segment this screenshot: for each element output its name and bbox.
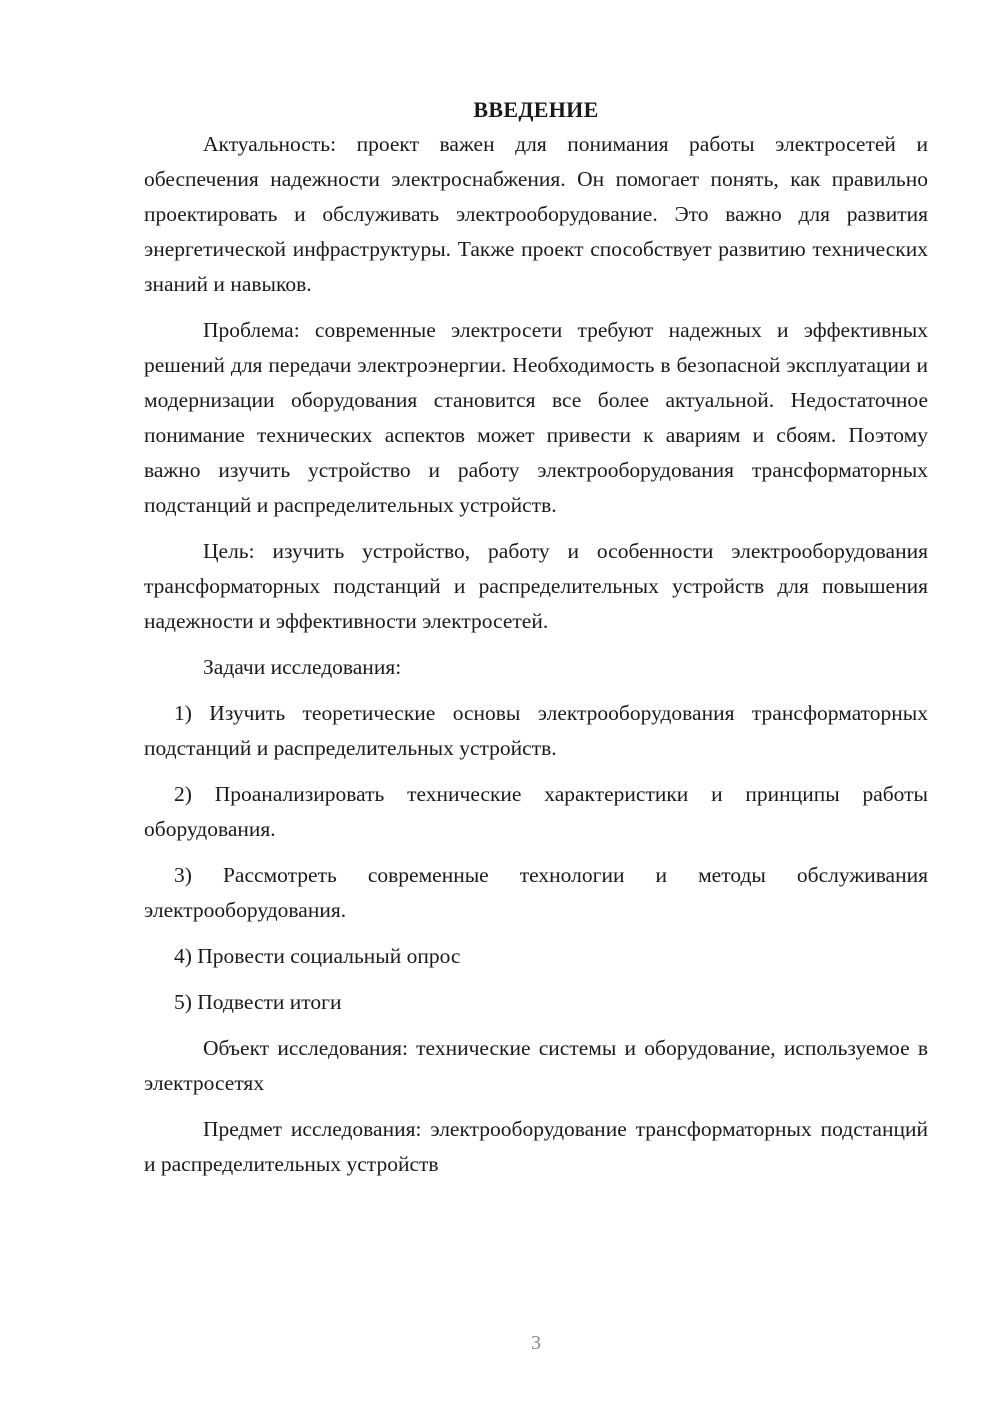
page-number: 3 [531,1332,541,1354]
task-item-4: 4) Провести социальный опрос [174,944,461,968]
subject-paragraph: Предмет исследования: электрооборудование трансформаторных подстанций и распределительных устройств [144,1117,928,1176]
document-page [144,92,928,1193]
tasks-heading: Задачи исследования: [203,655,402,679]
task-item-1: 1) Изучить теоретические основы электрооборудования трансформаторных подстанций и распределительных устройств. [144,701,928,760]
relevance-paragraph: Актуальность: проект важен для понимания работы электросетей и обеспечения надежности электроснабжения. Он помогает понять, как правильно проектировать и обслуживать электрооборудование. Это важно для развития энергетической инфраструктуры. Также проект способствует развитию технических знаний и навыков. [144,132,928,296]
task-item-5: 5) Подвести итоги [174,990,342,1014]
problem-paragraph: Проблема: современные электросети требуют надежных и эффективных решений для передачи электроэнергии. Необходимость в безопасной эксплуатации и модернизации оборудования становится все более актуальной. Недостаточное понимание технических аспектов может привести к авариям и сбоям. Поэтому важно изучить устройство и работу электрооборудования трансформаторных подстанций и распределительных устройств. [144,318,928,517]
object-paragraph: Объект исследования: технические системы и оборудование, используемое в электросетях [144,1036,928,1095]
goal-paragraph: Цель: изучить устройство, работу и особенности электрооборудования трансформаторных подстанций и распределительных устройств для повышения надежности и эффективности электросетей. [144,539,928,633]
section-title: ВВЕДЕНИЕ [473,97,599,122]
task-item-3: 3) Рассмотреть современные технологии и методы обслуживания электрооборудования. [144,863,928,922]
task-item-2: 2) Проанализировать технические характеристики и принципы работы оборудования. [144,782,928,841]
